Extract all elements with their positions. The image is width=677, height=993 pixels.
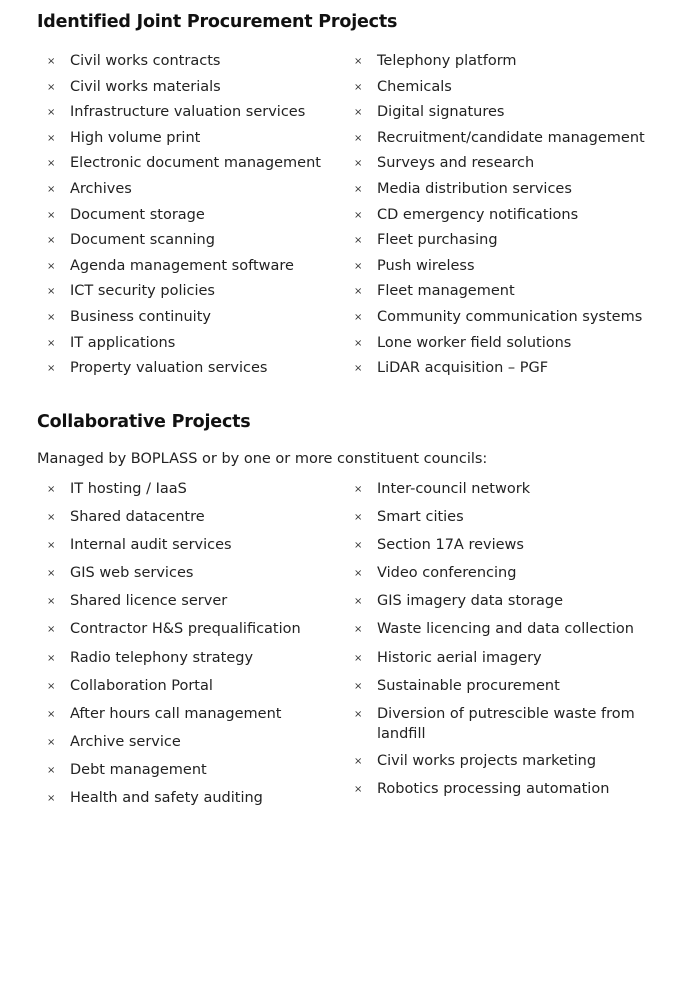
- list-item: [344, 591, 644, 619]
- list-item-label: IT applications: [70, 334, 176, 351]
- list-item-label: Collaboration Portal: [70, 677, 213, 694]
- list-item: [37, 102, 337, 128]
- bullet-cross-icon: ×: [47, 736, 56, 748]
- list-item-label: GIS web services: [70, 565, 194, 582]
- list-item-label: Smart cities: [377, 509, 464, 526]
- list-item: [344, 128, 664, 154]
- list-item: [344, 333, 664, 359]
- list-item: [344, 479, 644, 507]
- bullet-cross-icon: ×: [47, 209, 56, 221]
- bullet-cross-icon: ×: [354, 652, 363, 664]
- list-item-label: ICT security policies: [70, 283, 215, 300]
- list-item: [37, 358, 337, 384]
- list-item: [344, 77, 664, 103]
- joint-procurement-heading: Identified Joint Procurement Projects: [37, 12, 398, 32]
- bullet-cross-icon: ×: [47, 183, 56, 195]
- list-item-label: Civil works materials: [70, 78, 221, 95]
- bullet-cross-icon: ×: [47, 624, 56, 636]
- list-item: [344, 281, 664, 307]
- bullet-cross-icon: ×: [354, 158, 363, 170]
- bullet-cross-icon: ×: [47, 484, 56, 495]
- bullet-cross-icon: ×: [47, 81, 56, 93]
- list-item-label: Document storage: [70, 206, 205, 223]
- list-item: [344, 619, 644, 647]
- bullet-cross-icon: ×: [47, 337, 56, 349]
- bullet-cross-icon: ×: [354, 183, 363, 195]
- bullet-cross-icon: ×: [354, 484, 363, 495]
- list-item: [344, 358, 664, 384]
- list-item: [37, 563, 337, 591]
- bullet-cross-icon: ×: [47, 158, 56, 170]
- collaborative-intro-text: Managed by BOPLASS or by one or more constituent councils:: [37, 451, 488, 467]
- list-item-label: Recruitment/candidate management: [377, 129, 645, 146]
- list-item: [344, 230, 664, 256]
- list-item: [344, 507, 644, 535]
- bullet-cross-icon: ×: [47, 568, 56, 580]
- bullet-cross-icon: ×: [47, 540, 56, 552]
- bullet-cross-icon: ×: [47, 708, 56, 720]
- bullet-cross-icon: ×: [47, 680, 56, 692]
- joint-projects-right-list: [344, 51, 664, 384]
- list-item: [37, 205, 337, 231]
- list-item-label: Document scanning: [70, 232, 215, 249]
- list-item-label: Inter-council network: [377, 481, 531, 497]
- list-item-label: Infrastructure valuation services: [70, 104, 306, 121]
- bullet-cross-icon: ×: [354, 363, 363, 375]
- list-item: [344, 563, 644, 591]
- list-item: [344, 307, 664, 333]
- bullet-cross-icon: ×: [354, 311, 363, 323]
- list-item-label: Archives: [70, 180, 132, 197]
- list-item-label: Shared datacentre: [70, 509, 205, 526]
- bullet-cross-icon: ×: [47, 107, 56, 119]
- list-item: [37, 732, 337, 760]
- joint-projects-left-list: [37, 51, 337, 384]
- list-item: [344, 179, 664, 205]
- bullet-cross-icon: ×: [47, 56, 56, 67]
- list-item: [37, 507, 337, 535]
- list-item: [344, 51, 664, 77]
- list-item-label: Fleet management: [377, 283, 515, 300]
- list-item-label: Property valuation services: [70, 360, 268, 377]
- list-item-label: Media distribution services: [377, 180, 572, 197]
- bullet-cross-icon: ×: [354, 755, 363, 767]
- list-item-label: Digital signatures: [377, 104, 505, 121]
- list-item: [37, 591, 337, 619]
- list-item: [344, 751, 644, 779]
- list-item: [37, 179, 337, 205]
- bullet-cross-icon: ×: [354, 540, 363, 552]
- list-item: [37, 51, 337, 77]
- collaborative-projects-heading: Collaborative Projects: [37, 412, 251, 432]
- list-item-label: Waste licencing and data collection: [377, 621, 634, 638]
- bullet-cross-icon: ×: [47, 260, 56, 272]
- list-item: [37, 281, 337, 307]
- bullet-cross-icon: ×: [354, 81, 363, 93]
- list-item-label: Telephony platform: [377, 53, 517, 69]
- list-item: [344, 205, 664, 231]
- list-item: [344, 256, 664, 282]
- list-item-label: Section 17A reviews: [377, 537, 524, 554]
- bullet-cross-icon: ×: [354, 624, 363, 636]
- list-item-label: Historic aerial imagery: [377, 649, 542, 666]
- list-item: [37, 479, 337, 507]
- bullet-cross-icon: ×: [354, 286, 363, 298]
- bullet-cross-icon: ×: [47, 286, 56, 298]
- bullet-cross-icon: ×: [47, 764, 56, 776]
- list-item-label: Push wireless: [377, 257, 475, 274]
- list-item: [37, 619, 337, 647]
- list-item: [37, 535, 337, 563]
- bullet-cross-icon: ×: [354, 209, 363, 221]
- list-item-label: CD emergency notifications: [377, 206, 579, 223]
- list-item-label: Health and safety auditing: [70, 790, 263, 807]
- list-item-label: LiDAR acquisition – PGF: [377, 360, 549, 377]
- list-item-label: Debt management: [70, 761, 207, 778]
- list-item-label: Lone worker field solutions: [377, 334, 572, 351]
- list-item-label: Contractor H&S prequalification: [70, 621, 301, 638]
- list-item-label: IT hosting / IaaS: [70, 481, 187, 497]
- list-item: [344, 704, 644, 751]
- bullet-cross-icon: ×: [354, 235, 363, 247]
- list-item: [344, 779, 644, 807]
- list-item-label: Video conferencing: [377, 565, 517, 582]
- collab-projects-right-list: [344, 479, 644, 807]
- bullet-cross-icon: ×: [47, 596, 56, 608]
- bullet-cross-icon: ×: [354, 56, 363, 67]
- list-item-label: Chemicals: [377, 78, 452, 95]
- bullet-cross-icon: ×: [47, 512, 56, 524]
- list-item: [344, 676, 644, 704]
- list-item: [37, 153, 337, 179]
- bullet-cross-icon: ×: [354, 596, 363, 608]
- list-item-label: Community communication systems: [377, 308, 643, 325]
- list-item: [37, 307, 337, 333]
- bullet-cross-icon: ×: [354, 568, 363, 580]
- list-item: [344, 648, 644, 676]
- list-item-label: Agenda management software: [70, 257, 294, 274]
- bullet-cross-icon: ×: [354, 132, 363, 144]
- bullet-cross-icon: ×: [47, 652, 56, 664]
- bullet-cross-icon: ×: [47, 132, 56, 144]
- list-item: [344, 153, 664, 179]
- bullet-cross-icon: ×: [354, 708, 363, 720]
- list-item-label: Civil works contracts: [70, 53, 221, 69]
- bullet-cross-icon: ×: [47, 311, 56, 323]
- list-item-label: Sustainable procurement: [377, 677, 560, 694]
- bullet-cross-icon: ×: [354, 512, 363, 524]
- list-item-label: Shared licence server: [70, 593, 228, 610]
- list-item-label: Internal audit services: [70, 537, 232, 554]
- bullet-cross-icon: ×: [354, 107, 363, 119]
- list-item: [37, 704, 337, 732]
- list-item: [344, 102, 664, 128]
- bullet-cross-icon: ×: [354, 337, 363, 349]
- list-item-label: Diversion of putrescible waste from landfill: [377, 705, 635, 742]
- list-item-label: Fleet purchasing: [377, 232, 498, 249]
- list-item-label: Robotics processing automation: [377, 780, 610, 797]
- bullet-cross-icon: ×: [47, 235, 56, 247]
- list-item-label: Surveys and research: [377, 155, 535, 172]
- list-item-label: Business continuity: [70, 308, 211, 325]
- list-item-label: High volume print: [70, 129, 201, 146]
- list-item: [37, 230, 337, 256]
- bullet-cross-icon: ×: [47, 793, 56, 805]
- list-item: [37, 333, 337, 359]
- list-item-label: Archive service: [70, 733, 181, 750]
- bullet-cross-icon: ×: [354, 783, 363, 795]
- bullet-cross-icon: ×: [354, 260, 363, 272]
- list-item: [37, 788, 337, 816]
- list-item: [37, 676, 337, 704]
- list-item-label: Civil works projects marketing: [377, 752, 597, 769]
- list-item: [37, 77, 337, 103]
- list-item: [37, 128, 337, 154]
- collab-projects-left-list: [37, 479, 337, 816]
- list-item: [37, 760, 337, 788]
- list-item-label: Radio telephony strategy: [70, 649, 254, 666]
- bullet-cross-icon: ×: [47, 363, 56, 375]
- list-item-label: Electronic document management: [70, 155, 321, 172]
- list-item: [344, 535, 644, 563]
- list-item-label: After hours call management: [70, 705, 282, 722]
- list-item: [37, 256, 337, 282]
- list-item-label: GIS imagery data storage: [377, 593, 563, 610]
- bullet-cross-icon: ×: [354, 680, 363, 692]
- list-item: [37, 648, 337, 676]
